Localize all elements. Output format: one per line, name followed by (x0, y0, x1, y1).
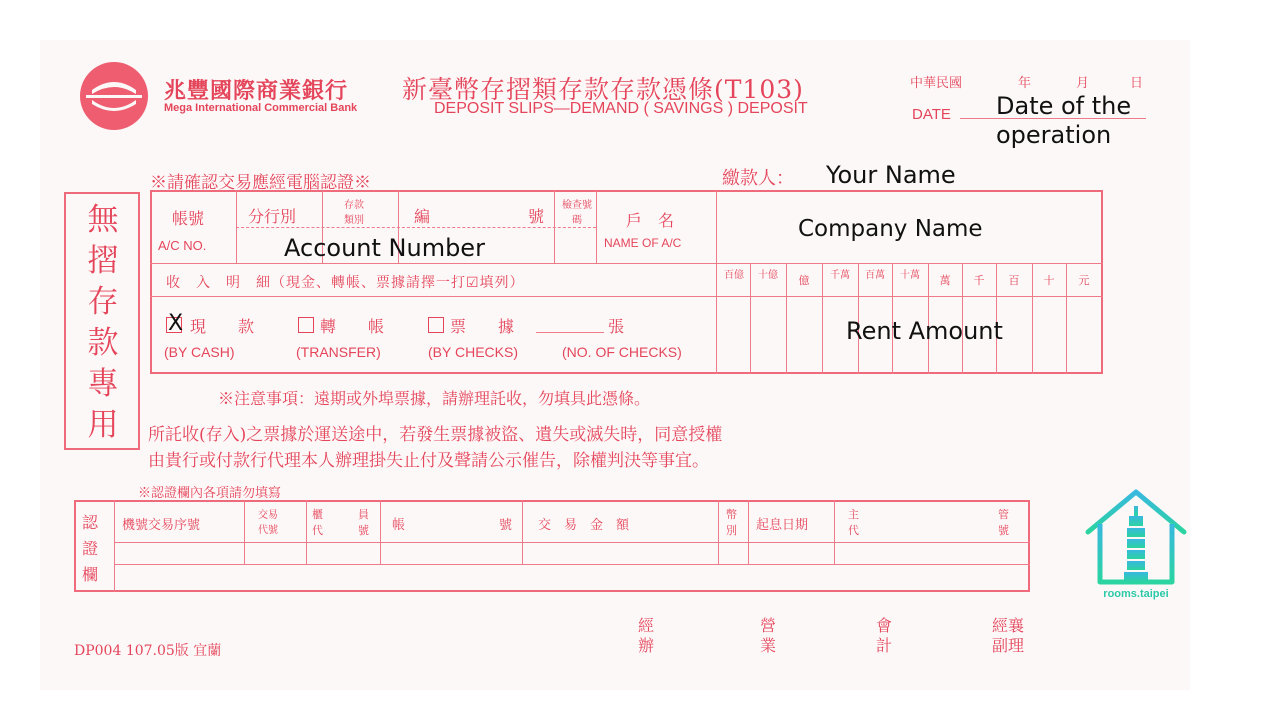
cert-side-char: 證 (82, 539, 99, 558)
transfer-checkbox[interactable] (298, 314, 316, 333)
cert-header: 主代 (848, 508, 859, 537)
date-label-month: 月 (1076, 76, 1090, 91)
account-number-field[interactable]: Account Number (284, 234, 485, 262)
date-label-day: 日 (1130, 76, 1144, 91)
cert-header: 機號交易序號 (122, 518, 201, 533)
serial-label-b: 號 (528, 207, 545, 226)
date-label-en: DATE (912, 106, 951, 123)
side-char: 無 (87, 202, 119, 238)
option-checks-en: (BY CHECKS) (428, 344, 518, 360)
checks-unit: 張 (608, 317, 625, 336)
unit-label: 十萬 (900, 270, 920, 281)
option-cash-en: (BY CASH) (164, 344, 235, 360)
cert-side-char: 欄 (82, 565, 99, 584)
unit-label: 百萬 (865, 270, 885, 281)
unit-label: 千 (973, 274, 985, 287)
unit-label: 百 (1008, 274, 1020, 287)
side-char: 專 (87, 366, 119, 402)
date-field[interactable] (996, 92, 1131, 150)
bank-name-zh: 兆豐國際商業銀行 (164, 78, 349, 104)
unit-label: 千萬 (830, 270, 850, 281)
cert-note: ※認證欄內各項請勿填寫 (138, 486, 282, 501)
cert-side-char: 認 (82, 513, 99, 532)
confirm-note: ※請確認交易應經電腦認證※ (150, 173, 371, 193)
payer-label: 繳款人： (722, 168, 794, 189)
payer-name-field[interactable]: Your Name (826, 161, 956, 189)
cert-side-label (82, 510, 106, 588)
form-title-zh: 新臺幣存摺類存款存款憑條(T103) (402, 75, 804, 104)
checks-count-line (536, 332, 604, 333)
check-code-label: 檢查號碼 (562, 200, 592, 226)
side-label (78, 200, 128, 446)
house-taipei101-icon (1082, 486, 1190, 586)
date-label-roc: 中華民國 (910, 76, 963, 91)
rooms-taipei-text: rooms.taipei (1103, 588, 1169, 600)
clause-line-1: 所託收(存入)之票據於運送途中，若發生票據被盜、遺失或滅失時，同意授權 (148, 425, 723, 445)
amount-field[interactable]: Rent Amount (846, 317, 1003, 345)
cert-header: 交易代號 (258, 510, 278, 536)
signature-label: 經襄副理 (992, 616, 1025, 655)
serial-label-a: 編 (414, 207, 431, 226)
unit-label: 萬 (939, 274, 951, 287)
cert-header: 員號 (358, 508, 369, 537)
option-checks-label: 票 據 (450, 317, 515, 336)
cert-header: 櫃代 (312, 508, 323, 537)
bank-name-en: Mega International Commercial Bank (164, 102, 358, 114)
side-char: 款 (87, 325, 119, 361)
cert-header: 帳 號 (392, 518, 512, 533)
date-line-1: Date of the (996, 92, 1132, 120)
unit-label: 元 (1078, 274, 1090, 287)
bank-logo-icon (78, 60, 150, 132)
account-label-zh: 帳號 (172, 209, 205, 228)
company-name-field[interactable]: Company Name (798, 216, 983, 242)
unit-label: 百億 (724, 270, 744, 281)
clause-line-2: 由貴行或付款行代理本人辦理掛失止付及聲請公示催告，除權判決等事宜。 (148, 451, 709, 471)
rooms-taipei-logo (1082, 486, 1190, 606)
checks-count-en: (NO. OF CHECKS) (562, 344, 682, 360)
option-transfer-en: (TRANSFER) (296, 344, 381, 360)
side-char: 摺 (87, 243, 119, 279)
cert-header: 幣別 (726, 508, 737, 537)
date-line-2: operation (996, 121, 1112, 149)
side-char: 存 (87, 284, 119, 320)
notice: ※注意事項：遠期或外埠票據，請辦理託收，勿填具此憑條。 (218, 389, 651, 408)
account-label-en: A/C NO. (158, 238, 207, 253)
unit-label: 億 (798, 274, 810, 287)
cert-header: 起息日期 (756, 518, 809, 533)
deposit-slip (40, 40, 1190, 690)
signature-label: 營業 (760, 616, 777, 655)
cert-header: 管號 (998, 508, 1009, 537)
option-transfer-label: 轉 帳 (320, 317, 385, 336)
side-char: 用 (87, 407, 119, 443)
holder-label-zh: 戶 名 (626, 211, 675, 230)
checks-checkbox[interactable] (428, 314, 446, 333)
signature-label: 經辦 (638, 616, 655, 655)
form-code: DP004 107.05版 宜蘭 (74, 643, 222, 659)
income-detail-label: 收 入 明 細（現金、轉帳、票據請擇一打☑填列） (166, 275, 525, 291)
cert-header: 交 易 金 額 (538, 518, 630, 533)
unit-label: 十億 (758, 270, 778, 281)
branch-label: 分行別 (248, 207, 297, 226)
holder-label-en: NAME OF A/C (604, 236, 682, 250)
deposit-type-label: 存款類別 (344, 200, 364, 226)
signature-label: 會計 (876, 616, 893, 655)
cash-mark: X (168, 311, 184, 336)
option-cash-label: 現 款 (190, 317, 255, 336)
form-title-en: DEPOSIT SLIPS—DEMAND ( SAVINGS ) DEPOSIT (434, 100, 808, 117)
unit-label: 十 (1043, 274, 1055, 287)
date-label-year: 年 (1018, 76, 1032, 91)
